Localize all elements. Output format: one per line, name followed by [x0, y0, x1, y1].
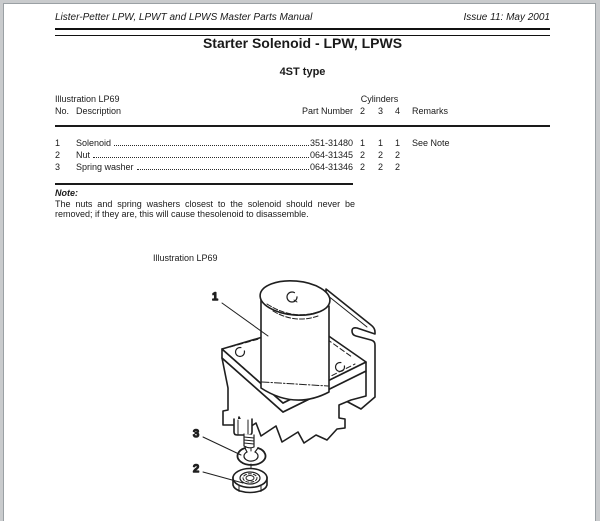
page-subtitle: 4ST type	[279, 66, 326, 78]
stud-hex-boss	[234, 419, 252, 435]
illustration-label: Illustration LP69	[55, 94, 120, 104]
row-cyl-2: 1	[359, 138, 365, 148]
callout-1-label: 1	[212, 291, 219, 303]
row-cyl-3: 1	[377, 138, 383, 148]
row-remarks	[406, 161, 550, 173]
document-page	[3, 3, 596, 521]
dot-leader	[93, 157, 309, 158]
parts-table	[55, 93, 550, 185]
row-cyl-2: 2	[359, 162, 365, 172]
row-part-number: 064-31346	[309, 162, 353, 172]
nut-drawing	[233, 469, 267, 493]
row-cyl-3: 2	[377, 150, 383, 160]
row-remarks: See Note	[412, 138, 450, 148]
doc-header	[55, 12, 550, 23]
row-part-number: 064-31345	[309, 150, 353, 160]
doc-header-issue: Issue 11: May 2001	[463, 12, 550, 23]
doc-header-manual-title: Lister-Petter LPW, LPWT and LPWS Master Parts Manual	[55, 12, 313, 23]
table-row	[55, 137, 550, 149]
col-header-cyl-2: 2	[359, 106, 365, 116]
row-cyl-2: 2	[359, 150, 365, 160]
row-description: Spring washer	[76, 162, 134, 172]
table-header-row-2	[55, 105, 550, 117]
note-text: The nuts and spring washers closest to the solenoid should never be removed; if they are, this will cause thesolenoid to disassemble.	[55, 198, 355, 219]
row-cyl-4: 2	[394, 150, 400, 160]
callout-2-label: 2	[193, 463, 200, 475]
illustration-caption: Illustration LP69	[153, 253, 218, 263]
callout-3-label: 3	[193, 428, 200, 440]
col-header-cyl-4: 4	[394, 106, 400, 116]
callout-3-leader	[203, 437, 241, 455]
row-cyl-4: 2	[394, 162, 400, 172]
row-no: 1	[55, 138, 61, 148]
row-description: Nut	[76, 150, 91, 160]
table-top-rule	[55, 125, 550, 127]
col-header-no: No.	[55, 106, 70, 116]
solenoid-illustration-icon	[190, 270, 400, 510]
cylinders-header: Cylinders	[360, 94, 399, 104]
note-label: Note:	[55, 188, 78, 198]
table-row	[55, 161, 550, 173]
table-bottom-rule	[55, 183, 353, 185]
col-header-description: Description	[76, 106, 122, 116]
dot-leader	[137, 169, 309, 170]
col-header-remarks: Remarks	[412, 106, 449, 116]
page-title: Starter Solenoid - LPW, LPWS	[202, 35, 403, 51]
table-header-row-1	[55, 93, 550, 105]
col-header-cyl-3: 3	[377, 106, 383, 116]
row-part-number: 351-31480	[309, 138, 353, 148]
row-no: 3	[55, 162, 61, 172]
row-remarks	[406, 149, 550, 161]
col-header-part-number: Part Number	[301, 106, 353, 116]
row-cyl-4: 1	[394, 138, 400, 148]
row-cyl-3: 2	[377, 162, 383, 172]
row-no: 2	[55, 150, 61, 160]
dot-leader	[114, 145, 309, 146]
note-block	[55, 188, 355, 220]
table-row	[55, 149, 550, 161]
row-description: Solenoid	[76, 138, 112, 148]
